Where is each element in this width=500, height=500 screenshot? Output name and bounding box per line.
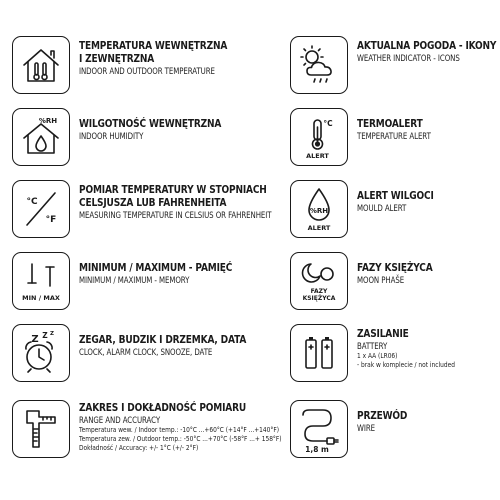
drop-alert-icon (290, 180, 348, 238)
mould-alert-label: ALERT (307, 224, 331, 232)
unit-celsius: °C (26, 197, 38, 207)
temp-alert-label: ALERT (306, 152, 329, 160)
feature-indoor-humidity (12, 108, 244, 166)
feature-celsius-fahrenheit (12, 180, 308, 238)
feature-title: TERMOALERT (357, 118, 423, 130)
feature-temperature-alert (290, 108, 445, 166)
humidity-rh-label: %RH (38, 117, 58, 125)
feature-subtitle: WIRE (357, 423, 376, 433)
feature-range-accuracy (12, 400, 320, 458)
house-thermometers-icon (12, 36, 70, 94)
feature-subtitle: MEASURING TEMPERATURE IN CELSIUS OR FAHRENHEIT (79, 210, 272, 220)
feature-title: ZEGAR, BUDZIK I DRZEMKA, DATA (79, 334, 247, 346)
feature-clock-alarm (12, 324, 273, 382)
mould-rh-label: %RH (309, 207, 329, 215)
feature-title: ZASILANIE (357, 328, 409, 340)
feature-power-battery (290, 324, 474, 382)
feature-indoor-outdoor-temperature (12, 36, 251, 94)
temp-alert-unit: °C (323, 119, 333, 128)
accuracy-spec: Dokładność / Accuracy: +/- 1°C (+/- 2°F) (79, 444, 199, 452)
outdoor-temp-range: Temperatura zew. / Outdoor temp.: -50°C ...+70°C (-58°F ...+ 158°F) (79, 435, 282, 443)
feature-title: TEMPERATURA WEWNĘTRZNA (79, 40, 228, 52)
moon-label-line1: FAZY (310, 288, 328, 295)
house-humidity-drop-icon (12, 108, 70, 166)
moon-phases-icon (290, 252, 348, 310)
feature-subtitle: MINIMUM / MAXIMUM - MEMORY (79, 275, 190, 285)
min-max-label: MIN / MAX (22, 294, 60, 302)
feature-subtitle: MOON PHAŠE (357, 275, 405, 285)
feature-title: ZAKRES I DOKŁADNOŚĆ POMIARU (79, 402, 247, 414)
feature-title: POMIAR TEMPERATURY W STOPNIACH (79, 184, 267, 196)
unit-fahrenheit: °F (45, 215, 57, 225)
battery-type: 1 x AA (LR06) (357, 352, 398, 360)
battery-not-included-note: - brak w komplecie / not included (357, 361, 455, 369)
feature-title: WILGOTNOŚĆ WEWNĘTRZNA (79, 118, 222, 130)
feature-subtitle: INDOOR AND OUTDOOR TEMPERATURE (79, 66, 215, 76)
celsius-fahrenheit-icon (12, 180, 70, 238)
snooze-z-small: Z (50, 331, 54, 337)
feature-title-line2: I ZEWNĘTRZNA (79, 53, 155, 65)
feature-subtitle: MOULD ALERT (357, 203, 407, 213)
feature-subtitle: INDOOR HUMIDITY (79, 131, 144, 141)
feature-title-line2: CELSJUSZA LUB FAHRENHEITA (79, 197, 227, 209)
feature-subtitle: TEMPERATURE ALERT (357, 131, 431, 141)
batteries-icon (290, 324, 348, 382)
feature-subtitle: WEATHER INDICATOR - ICONS (357, 53, 460, 63)
feature-title: PRZEWÓD (357, 410, 408, 422)
feature-subtitle: BATTERY (357, 341, 388, 351)
min-max-memory-icon (12, 252, 70, 310)
snooze-z-medium: Z (42, 331, 48, 340)
caliper-ruler-icon (12, 400, 70, 458)
sun-cloud-rain-icon (290, 36, 348, 94)
snooze-z-large: Z (31, 334, 39, 345)
moon-label-line2: KSIĘŻYCA (302, 295, 336, 302)
feature-min-max-memory (12, 252, 257, 310)
wire-length-label: 1,8 m (305, 445, 329, 454)
feature-title: ALERT WILGOCI (357, 190, 434, 202)
feature-title: MINIMUM / MAXIMUM - PAMIĘĆ (79, 262, 233, 274)
feature-subtitle: RANGE AND ACCURACY (79, 415, 161, 425)
feature-title: FAZY KSIĘŻYCA (357, 262, 433, 274)
feature-moon-phases (290, 252, 445, 310)
thermometer-alert-icon (290, 108, 348, 166)
feature-mould-alert (290, 180, 446, 238)
feature-subtitle: CLOCK, ALARM CLOCK, SNOOZE, DATE (79, 347, 213, 357)
alarm-clock-snooze-icon (12, 324, 70, 382)
cable-length-icon (290, 400, 348, 458)
feature-weather-icons (290, 36, 500, 94)
feature-wire (290, 400, 415, 458)
feature-title: AKTUALNA POGODA - IKONY (357, 40, 497, 52)
indoor-temp-range: Temperatura wew. / Indoor temp.: -10°C ...+60°C (+14°F ...+140°F) (79, 426, 280, 434)
